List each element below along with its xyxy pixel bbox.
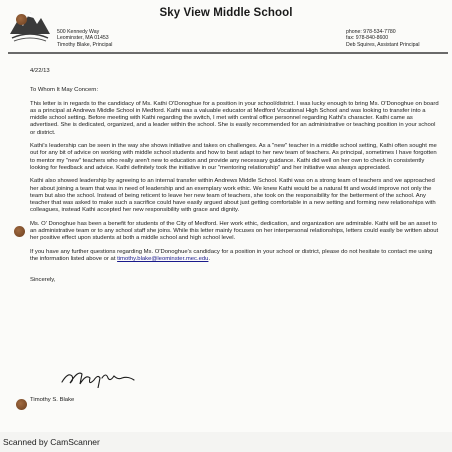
letter-paragraph: Ms. O' Donoghue has been a benefit for students of the City of Medford. Her work ethic, dedication, and organization are admirable. Kathi will be an asset to an administrative team or to any school staff she joins. While this letter mainly focuses on her interpersonal relationships, letters could easily be written about her positive effect upon students at both a middle school and high school level. [30,220,439,242]
school-contact [346,29,420,48]
letter-paragraph: This letter is in regards to the candidacy of Ms. Kathi O'Donoghue for a position in your school/district. I was lucky enough to bring Ms. O'Donoghue on board as a principal at Andrews Middle School in Medford. Kathi was a valuable educator at Medford Vocational High School and was looking to transfer into a middle school setting. Before meeting with Kathi regarding the switch, I met with central office personnel regarding Kathi's character. Kathi came as advertised. She is dedicated, organized, and a leader within the school. She is easily recommended for an administrative or teaching position in your school or district. [30,100,439,136]
punch-hole [16,399,27,410]
email-link[interactable]: timothy.blake@leominster.mec.edu [117,255,209,262]
address-line: Leominster, MA 01453 [57,35,109,42]
header-divider [8,52,448,54]
punch-hole [14,226,25,237]
address-line: Timothy Blake, Principal [57,41,113,48]
letter-paragraph: Kathi also showed leadership by agreeing to an internal transfer within Andrews Middle School. Kathi was on a strong team of teachers and we approached her about joining a team that was in need of leadership and an exemplary work ethic. We knew Kathi would be a natural fit and would improve not only the team but also the school. Instead of being reticent to leave her new team of teachers, she took on the responsibility for the betterment of the school. Any teacher that was asked to make such a sacrifice could have easily argued about just getting comfortable in a new setting and forming new relationships with colleagues, instead Kathi accepted her new responsibility with grace and dignity. [30,178,436,214]
scanner-watermark: Scanned by CamScanner [3,437,100,447]
contact-paragraph-text: If you have any further questions regarding Ms. O'Donoghue's candidacy for a position in your school or district, please do not hesitate to contact me using the information listed above or at [30,248,433,262]
contact-paragraph-end: . [208,255,211,262]
punch-hole [16,14,27,25]
contact-line: Deb Squires, Assistant Principal [346,41,420,48]
letter-closing: Sincerely, [30,277,56,284]
contact-line: fax: 978-840-8600 [346,35,389,42]
contact-paragraph [30,249,442,264]
school-address [57,29,112,48]
letter-paragraph: Kathi's leadership can be seen in the way she shows initiative and takes on challenges. As a "new" teacher in a middle school setting, Kathi often sought me out for any bit of advice on working with middle school students and how to best adapt to her new team of teachers. As principal, sometimes I have forgotten to mentor my "new" teachers who really aren't new to education and provide any necessary guidance. Kathi did well on her own to check in consistently looking for feedback and advice. Kathi definitely took the initiative in our "mentoring relationship" and her initiative was always appreciated. [30,143,437,171]
address-line: 500 Kennedy Way [57,29,100,35]
letter-date: 4/22/13 [30,68,50,74]
contact-line: phone: 978-534-7780 [346,29,396,35]
letter-salutation: To Whom It May Concern: [30,87,99,94]
letter-body [30,68,442,291]
school-name: Sky View Middle School [159,7,293,19]
handwritten-signature [60,366,136,388]
signer-name: Timothy S. Blake [30,397,75,403]
